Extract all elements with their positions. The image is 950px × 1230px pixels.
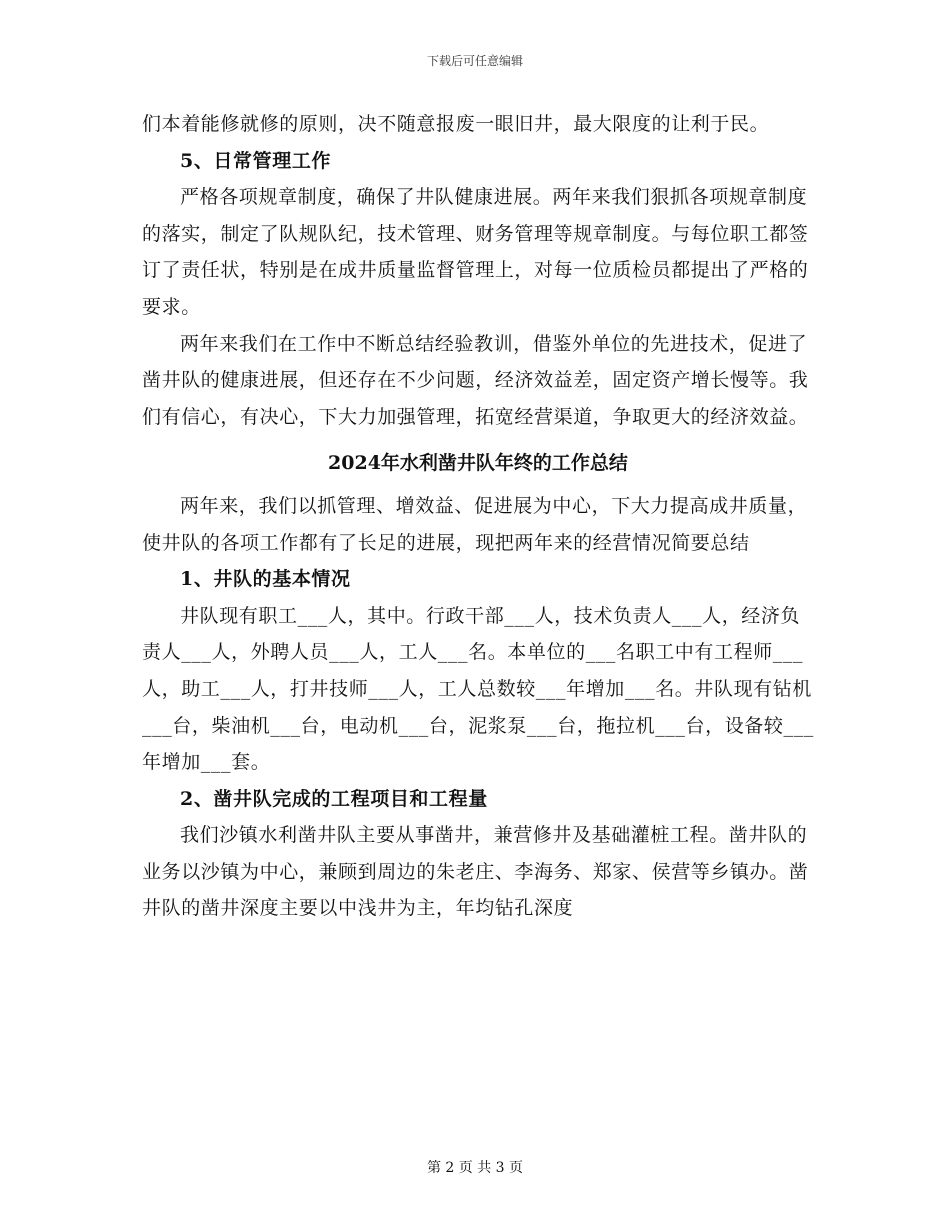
document-title: 2024年水利凿井队年终的工作总结 — [328, 452, 628, 475]
page-footer-page-number: 第 2 页 共 3 页 — [426, 1160, 524, 1176]
document-body — [142, 106, 814, 927]
section-heading-projects: 2、凿井队完成的工程项目和工程量 — [180, 787, 488, 810]
paragraph-management-outlook: 两年来我们在工作中不断总结经验教训，借鉴外单位的先进技术，促进了凿井队的健康进展，但还存在不少问题，经济效益差，固定资产增长慢等。我们有信心，有决心，下大力加强管理，拓宽经营渠道，争取更大的经济效益。 — [142, 332, 809, 428]
paragraph-basic-info: 井队现有职工___人，其中。行政干部___人，技术负责人___人，经济负责人___人，外聘人员___人，工人___名。本单位的___名职工中有工程师___人，助工___人，打井技师___人，工人总数较___年增加___名。井队现有钻机___台，柴油机___台，电动机___台，泥浆泵___台，拖拉机___台，设备较___年增加___套。 — [142, 604, 814, 774]
paragraph-management-rules: 严格各项规章制度，确保了井队健康进展。两年来我们狠抓各项规章制度的落实，制定了队规队纪，技术管理、财务管理等规章制度。与每位职工都签订了责任状，特别是在成井质量监督管理上，对每一位质检员都提出了严格的要求。 — [142, 186, 809, 318]
paragraph-projects: 我们沙镇水利凿井队主要从事凿井，兼营修井及基础灌桩工程。凿井队的业务以沙镇为中心，兼顾到周边的朱老庄、李海务、郑家、侯营等乡镇办。凿井队的凿井深度主要以中浅井为主，年均钻孔深度 — [142, 824, 809, 920]
section-heading-daily-management: 5、日常管理工作 — [180, 149, 332, 172]
paragraph-intro: 们本着能修就修的原则，决不随意报废一眼旧井，最大限度的让利于民。 — [142, 113, 770, 135]
page-header: 下载后可任意编辑 — [426, 54, 523, 68]
paragraph-summary: 两年来，我们以抓管理、增效益、促进展为中心，下大力提高成井质量，使井队的各项工作都有了长足的进展，现把两年来的经营情况简要总结 — [142, 494, 808, 554]
section-heading-basic-info: 1、井队的基本情况 — [180, 568, 351, 591]
